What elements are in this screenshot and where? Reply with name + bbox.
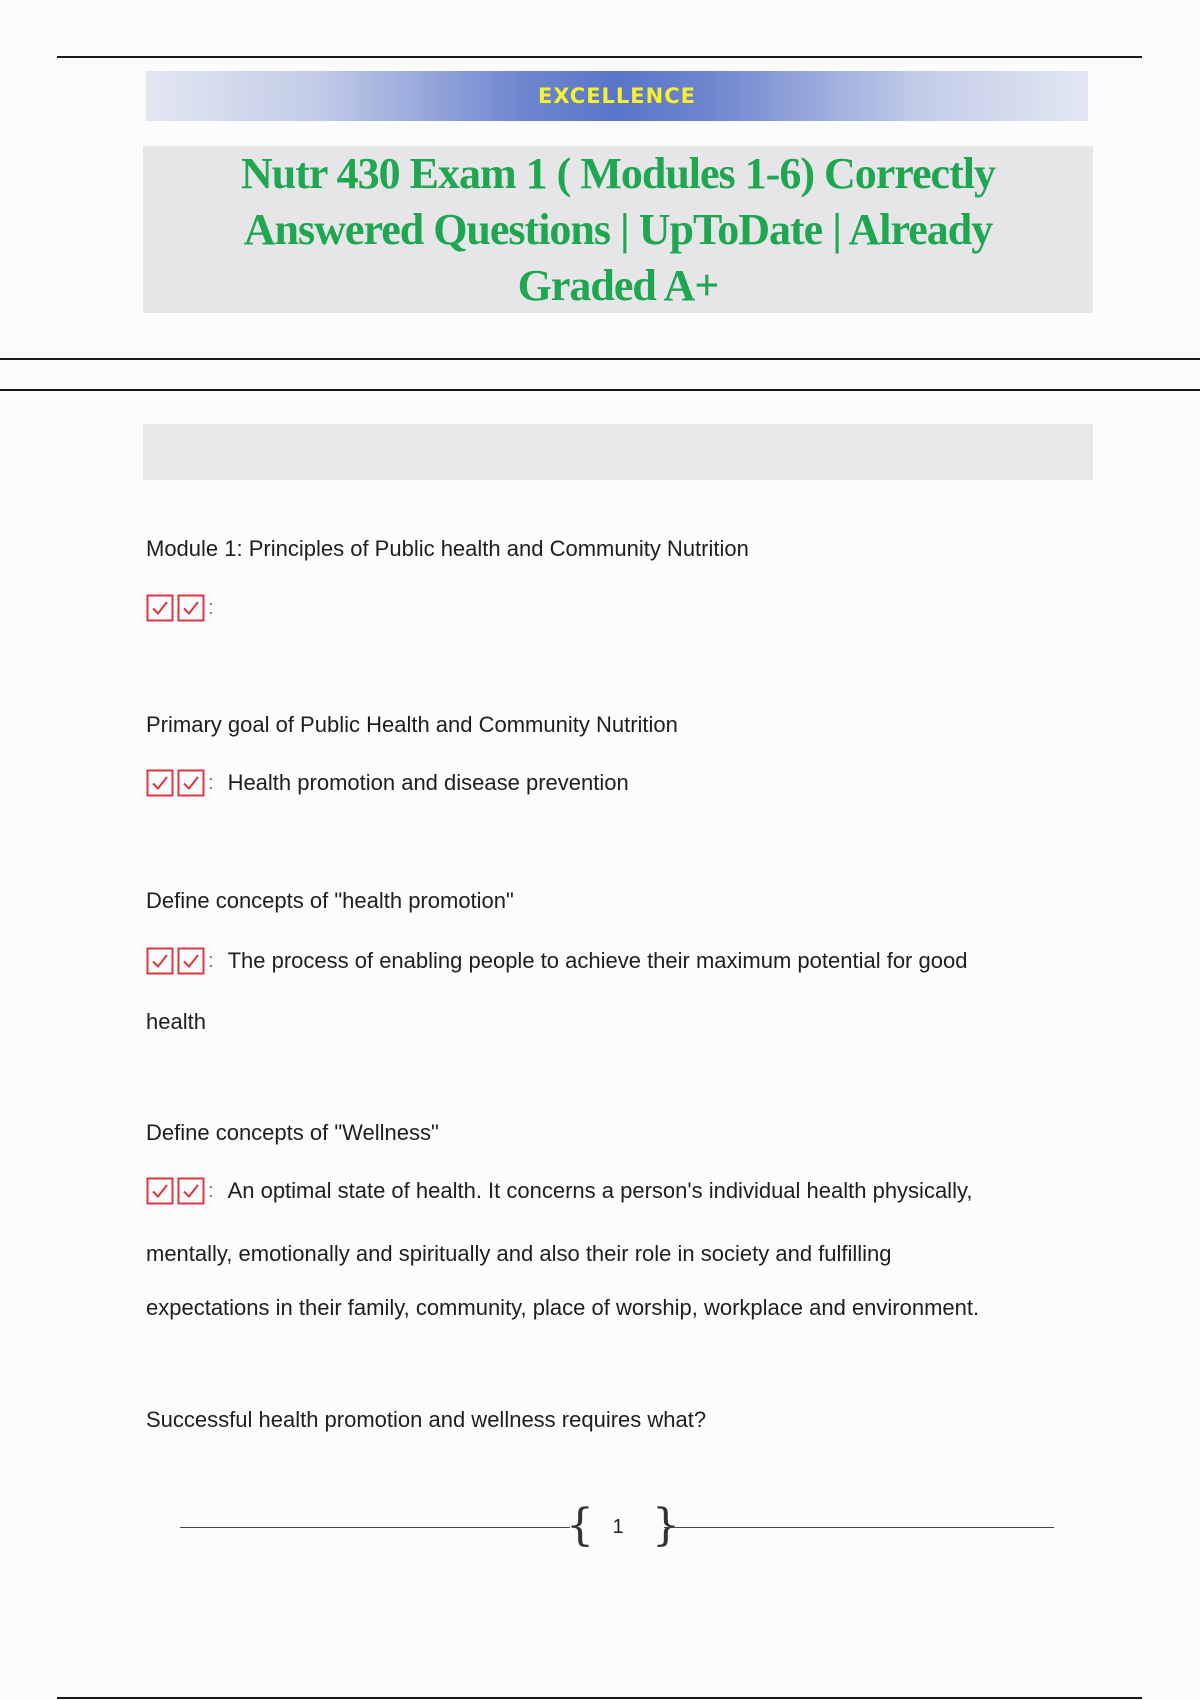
answer-row [146,769,629,797]
page-number: 1 [612,1516,624,1538]
left-brace-icon: { [566,1500,594,1551]
answer-row [146,947,967,975]
divider-rule-2 [0,389,1200,391]
answer-continuation: mentally, emotionally and spiritually and also their role in society and fulfilling [146,1241,892,1266]
answer-colon: : [208,1180,214,1202]
banner-label: EXCELLENCE [538,84,696,108]
page-number-ornament [180,1500,1054,1556]
title-box [143,146,1093,313]
answer-colon: : [208,772,214,794]
page-number-line-right [664,1527,1054,1528]
check-box-icon [177,947,205,975]
page-number-line-left [180,1527,570,1528]
document-title: Nutr 430 Exam 1 ( Modules 1-6) Correctly Answered Questions | UpToDate | Already Graded A+ [241,148,995,310]
answer-text: An optimal state of health. It concerns a person's individual health physically, [227,1178,973,1203]
check-box-icon [146,594,174,622]
excellence-banner [146,71,1088,121]
answer-text: The process of enabling people to achieve their maximum potential for good [227,948,968,973]
answer-marker [146,594,205,622]
check-box-icon [146,947,174,975]
answer-text: Health promotion and disease prevention [227,770,629,795]
gray-bar [143,424,1093,480]
question-text: Define concepts of "Wellness" [146,1120,439,1145]
answer-marker [146,1177,205,1205]
check-box-icon [146,769,174,797]
answer-row-empty [146,594,228,622]
question-text: Primary goal of Public Health and Community Nutrition [146,712,678,737]
check-box-icon [177,594,205,622]
module-heading: Module 1: Principles of Public health and Community Nutrition [146,536,749,561]
answer-marker [146,769,205,797]
answer-marker [146,947,205,975]
top-rule [57,56,1142,58]
answer-continuation: expectations in their family, community, place of worship, workplace and environment. [146,1295,980,1320]
check-box-icon [146,1177,174,1205]
answer-colon: : [208,950,214,972]
answer-colon: : [208,597,214,619]
question-text: Successful health promotion and wellness requires what? [146,1407,707,1432]
check-box-icon [177,769,205,797]
bottom-rule [57,1697,1142,1699]
right-brace-icon: } [652,1500,680,1551]
check-box-icon [177,1177,205,1205]
question-text: Define concepts of "health promotion" [146,888,514,913]
answer-continuation: health [146,1009,206,1034]
answer-row [146,1177,972,1205]
divider-rule-1 [0,358,1200,360]
